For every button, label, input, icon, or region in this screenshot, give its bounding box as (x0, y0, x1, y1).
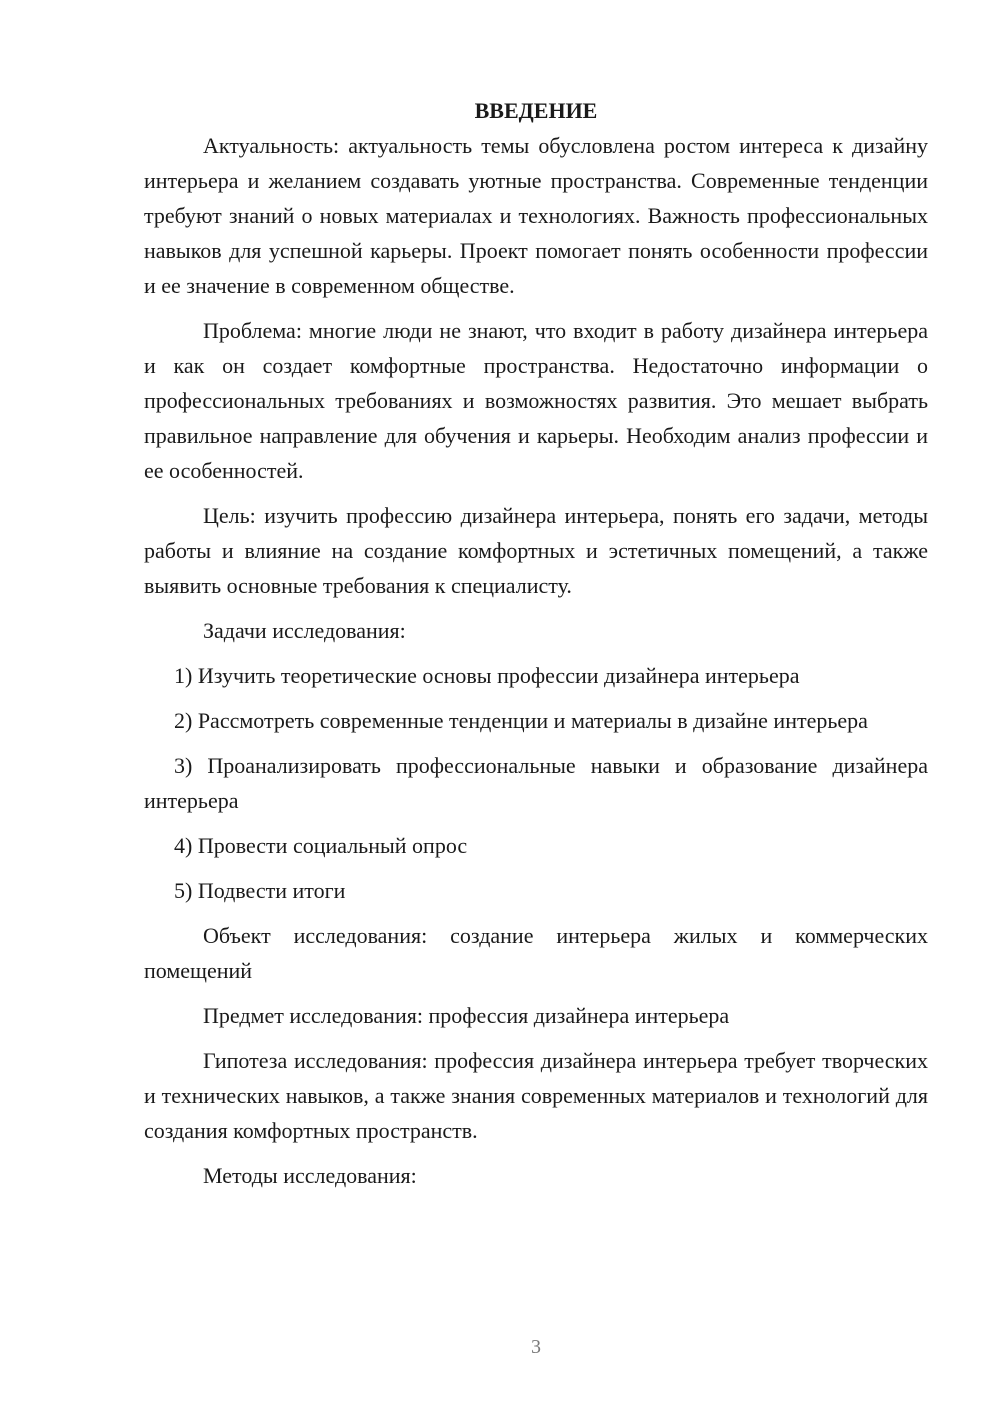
paragraph-gap (144, 488, 928, 498)
task-item-4: 4) Провести социальный опрос (174, 833, 468, 858)
section-title: ВВЕДЕНИЕ (474, 98, 598, 123)
paragraph-relevance: Актуальность: актуальность темы обусловлена ростом интереса к дизайну интерьера и желанием создавать уютные пространства. Современные тенденции требуют знаний о новых материалах и технологиях. Важность профессиональных навыков для успешной карьеры. Проект помогает понять особенности профессии и ее значение в современном обществе. (144, 133, 928, 298)
page-content (144, 93, 928, 1193)
paragraph-gap (144, 818, 928, 828)
task-item-3: 3) Проанализировать профессиональные навыки и образование дизайнера интерьера (144, 753, 928, 813)
paragraph-gap (144, 738, 928, 748)
paragraph-gap (144, 1033, 928, 1043)
paragraph-gap (144, 693, 928, 703)
paragraph-subject: Предмет исследования: профессия дизайнера интерьера (203, 1003, 730, 1028)
paragraph-hypothesis: Гипотеза исследования: профессия дизайнера интерьера требует творческих и технических навыков, а также знания современных материалов и технологий для создания комфортных пространств. (144, 1048, 928, 1143)
task-item-2: 2) Рассмотреть современные тенденции и материалы в дизайне интерьера (174, 708, 868, 733)
paragraph-gap (144, 648, 928, 658)
paragraph-gap (144, 908, 928, 918)
paragraph-goal: Цель: изучить профессию дизайнера интерьера, понять его задачи, методы работы и влияние на создание комфортных и эстетичных помещений, а также выявить основные требования к специалисту. (144, 503, 928, 598)
task-item-5: 5) Подвести итоги (174, 878, 346, 903)
paragraph-gap (144, 603, 928, 613)
task-item-1: 1) Изучить теоретические основы профессии дизайнера интерьера (174, 663, 800, 688)
methods-heading: Методы исследования: (203, 1163, 417, 1188)
paragraph-gap (144, 303, 928, 313)
paragraph-problem: Проблема: многие люди не знают, что входит в работу дизайнера интерьера и как он создает комфортные пространства. Недостаточно информации о профессиональных требованиях и возможностях развития. Это мешает выбрать правильное направление для обучения и карьеры. Необходим анализ профессии и ее особенностей. (144, 318, 928, 483)
paragraph-gap (144, 1148, 928, 1158)
tasks-heading: Задачи исследования: (203, 618, 406, 643)
paragraph-gap (144, 863, 928, 873)
paragraph-gap (144, 988, 928, 998)
paragraph-object: Объект исследования: создание интерьера жилых и коммерческих помещений (144, 923, 928, 983)
page-number: 3 (531, 1336, 541, 1358)
